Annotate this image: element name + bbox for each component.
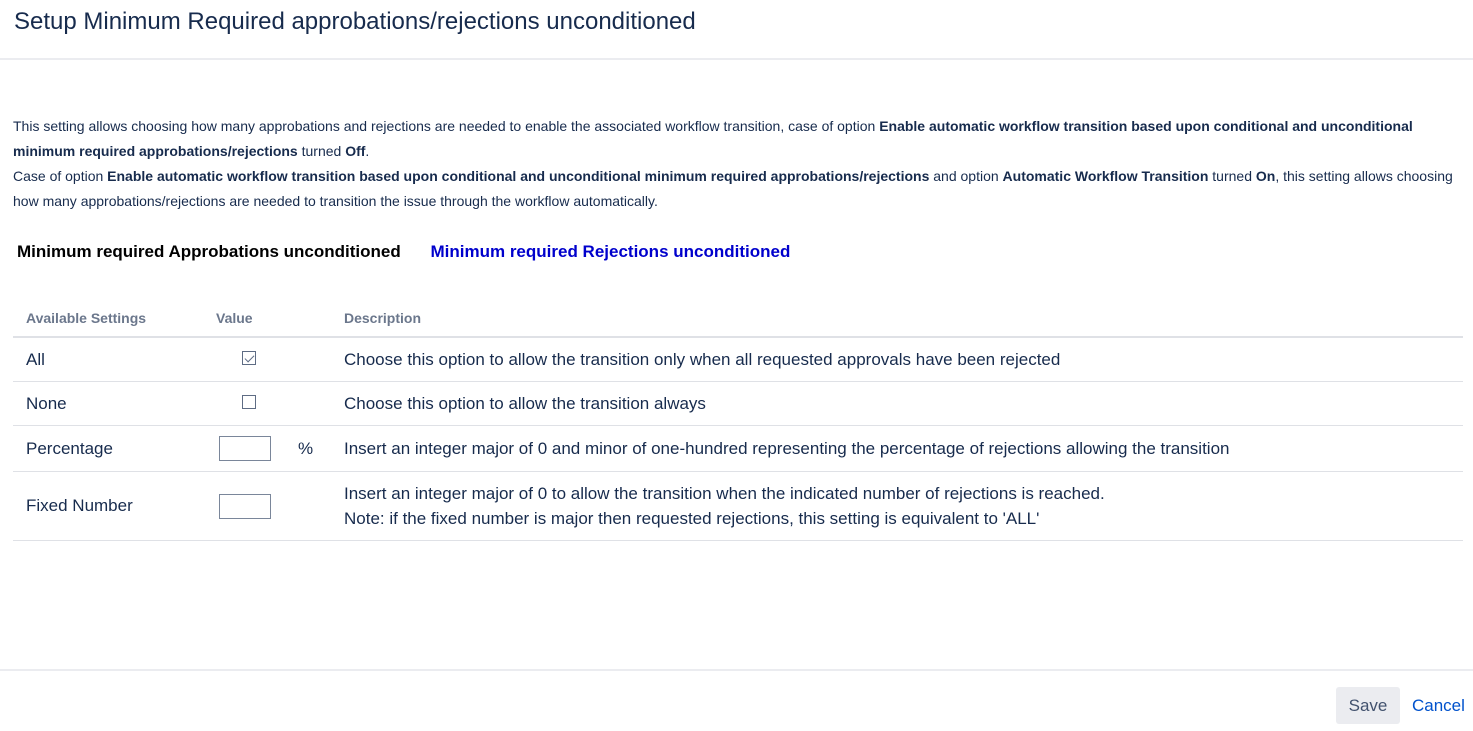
settings-tabs xyxy=(17,242,790,262)
table-row-fixed-number xyxy=(13,472,1463,541)
intro-text xyxy=(13,114,1463,214)
setting-label: Percentage xyxy=(13,426,216,472)
percentage-input[interactable] xyxy=(219,436,271,461)
table-header-row xyxy=(13,300,1463,337)
intro-text-span: turned xyxy=(297,143,346,159)
header-description: Description xyxy=(344,300,1463,337)
header-value: Value xyxy=(216,300,296,337)
settings-table xyxy=(13,300,1463,541)
tab-approbations[interactable]: Minimum required Approbations unconditioned xyxy=(17,242,401,261)
description-line-2: Note: if the fixed number is major then requested rejections, this setting is equivalent to 'ALL' xyxy=(344,509,1040,528)
setting-label: All xyxy=(13,337,216,382)
intro-text-span: and option xyxy=(929,168,1003,184)
value-cell xyxy=(216,382,296,426)
setting-description: Insert an integer major of 0 and minor of one-hundred representing the percentage of rejections allowing the transition xyxy=(344,426,1463,472)
value-cell xyxy=(216,472,296,541)
header-available-settings: Available Settings xyxy=(13,300,216,337)
header-unit xyxy=(296,300,344,337)
unit-cell xyxy=(296,426,344,472)
cancel-button[interactable]: Cancel xyxy=(1412,696,1465,715)
dialog-header xyxy=(0,0,1473,60)
intro-text-span: turned xyxy=(1208,168,1256,184)
percent-unit: % xyxy=(298,438,314,458)
intro-text-span: . xyxy=(365,143,370,159)
intro-bold-auto-transition: Automatic Workflow Transition xyxy=(1002,168,1209,184)
intro-bold-off: Off xyxy=(345,143,366,159)
intro-bold-option: Enable automatic workflow transition based upon conditional and unconditional minimum required approbations/rejections xyxy=(107,168,930,184)
unit-cell xyxy=(296,472,344,541)
tab-rejections[interactable]: Minimum required Rejections unconditioned xyxy=(430,242,791,261)
all-checkbox[interactable] xyxy=(242,351,256,365)
intro-paragraph-2 xyxy=(13,164,1463,214)
value-cell xyxy=(216,337,296,382)
intro-text-span: This setting allows choosing how many approbations and rejections are needed to enable the associated workflow transition, case of option xyxy=(13,118,880,134)
dialog-footer xyxy=(0,669,1473,731)
setting-description: Choose this option to allow the transition only when all requested approvals have been rejected xyxy=(344,337,1463,382)
setting-description xyxy=(344,472,1463,541)
table-row-all xyxy=(13,337,1463,382)
none-checkbox[interactable] xyxy=(242,395,256,409)
table-row-none xyxy=(13,382,1463,426)
intro-text-span: , this setting allows choosing how many approbations/rejections are needed to transition the issue through the workflow automatically. xyxy=(13,168,1453,209)
intro-paragraph-1 xyxy=(13,114,1463,164)
unit-cell xyxy=(296,337,344,382)
dialog-title: Setup Minimum Required approbations/rejections unconditioned xyxy=(14,8,696,35)
setting-label: None xyxy=(13,382,216,426)
intro-bold-option: Enable automatic workflow transition based upon conditional and unconditional minimum required approbations/rejections xyxy=(13,118,1413,159)
unit-cell xyxy=(296,382,344,426)
fixed-number-input[interactable] xyxy=(219,494,271,519)
description-line-1: Insert an integer major of 0 to allow the transition when the indicated number of rejections is reached. xyxy=(344,484,1105,503)
value-cell xyxy=(216,426,296,472)
setting-description: Choose this option to allow the transition always xyxy=(344,382,1463,426)
intro-bold-on: On xyxy=(1255,168,1276,184)
setting-label: Fixed Number xyxy=(13,472,216,541)
table-row-percentage xyxy=(13,426,1463,472)
intro-text-span: Case of option xyxy=(13,168,108,184)
save-button[interactable]: Save xyxy=(1336,687,1400,724)
